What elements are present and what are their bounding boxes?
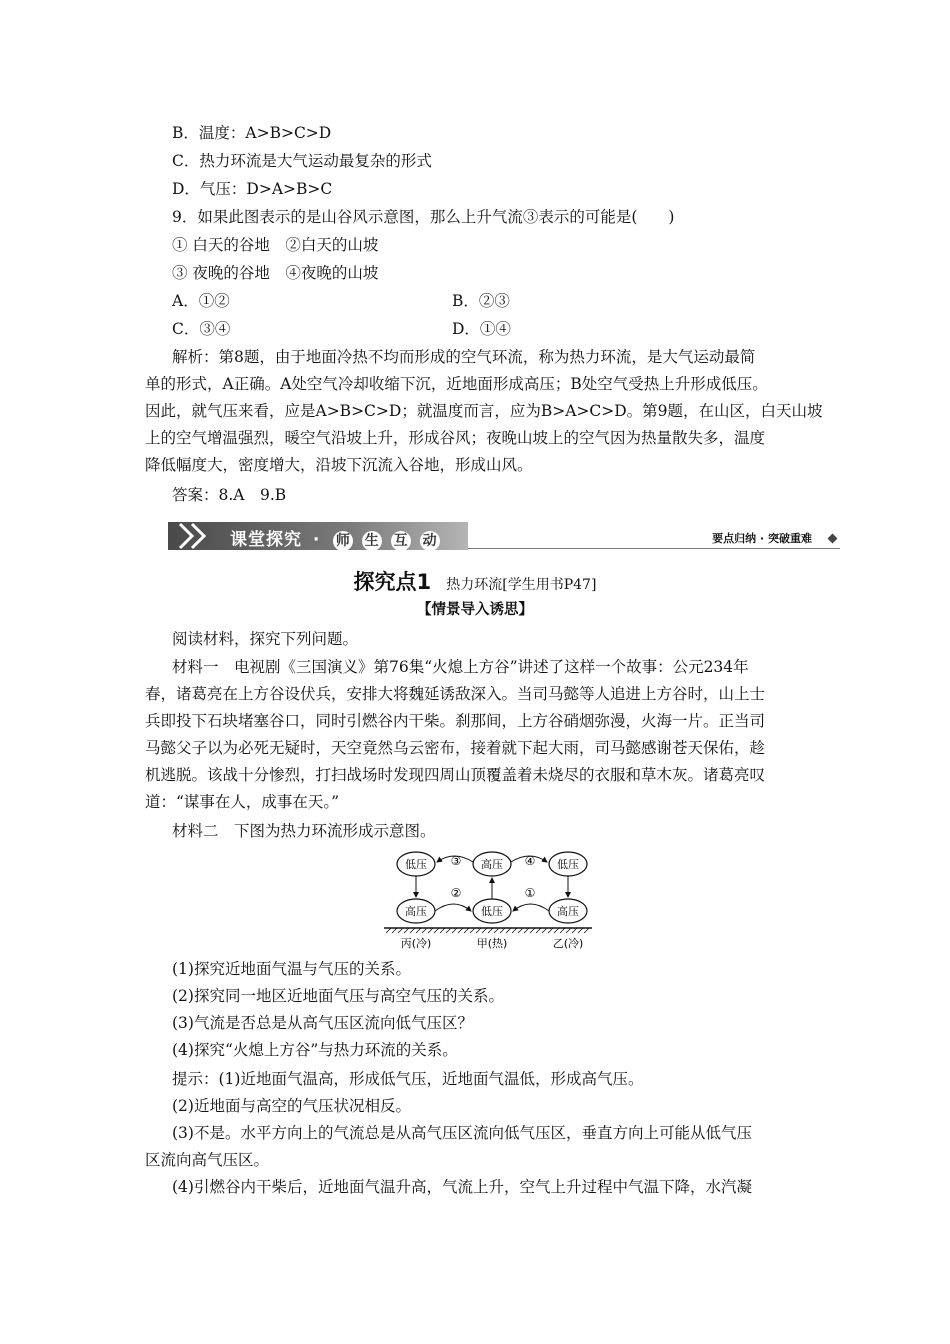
q9-stem: 9．如果此图表示的是山谷风示意图，那么上升气流③表示的可能是( ) xyxy=(172,208,675,226)
q9-option-d: D．①④ xyxy=(452,320,511,338)
banner-char-pill: 互 xyxy=(391,531,411,551)
arrow-bottom-from-right xyxy=(513,904,549,911)
label-n1: ① xyxy=(524,886,536,900)
question-4: (4)探究“火熄上方谷”与热力环流的关系。 xyxy=(172,1041,458,1059)
banner-title: 课堂探究 · 师 生 互 动 xyxy=(230,525,440,551)
material1-line: 马懿父子以为必死无疑时，天空竟然乌云密布，接着就下起大雨，司马懿感谢苍天保佑，趁 xyxy=(145,739,766,757)
banner-chevron-icon xyxy=(172,522,222,550)
analysis-line: 解析：第8题，由于地面冷热不均而形成的空气环流，称为热力环流，是大气运动最简 xyxy=(172,348,756,366)
material1-line: 机逃脱。该战十分惨烈，打扫战场时发现四周山顶覆盖着未烧尽的衣服和草木灰。诸葛亮叹 xyxy=(145,766,766,784)
q9-option-b: B．②③ xyxy=(452,292,510,310)
material1-line: 春，诸葛亮在上方谷设伏兵，安排大将魏延诱敌深入。当司马懿等人追进上方谷时，山上士 xyxy=(145,685,766,703)
label-n2: ② xyxy=(450,886,462,900)
analysis-line: 单的形式，A正确。A处空气冷却收缩下沉，近地面形成高压；B处空气受热上升形成低压。 xyxy=(145,375,768,393)
ground-label-right: 乙(冷) xyxy=(552,937,584,950)
label-bottom-mid: 低压 xyxy=(481,905,503,918)
ground-label-mid: 甲(热) xyxy=(476,937,508,950)
q9-choices-line1: ① 白天的谷地 ②白天的山坡 xyxy=(172,236,379,254)
question-1: (1)探究近地面气温与气压的关系。 xyxy=(172,960,411,978)
section-heading xyxy=(0,566,950,596)
section-banner xyxy=(168,522,848,552)
q8-option-b: B．温度：A>B>C>D xyxy=(172,124,332,142)
question-3: (3)气流是否总是从高气压区流向低气压区？ xyxy=(172,1014,473,1032)
hint-2: (2)近地面与高空的气压状况相反。 xyxy=(172,1097,411,1115)
q8-option-d: D．气压：D>A>B>C xyxy=(172,180,333,198)
hint-1: 提示：(1)近地面气温高，形成低气压，近地面气温低，形成高气压。 xyxy=(172,1070,644,1088)
material-intro: 阅读材料，探究下列问题。 xyxy=(172,630,359,648)
question-2: (2)探究同一地区近地面气压与高空气压的关系。 xyxy=(172,987,504,1005)
section-subheading: 【情景导入诱思】 xyxy=(417,601,533,618)
banner-rule xyxy=(468,548,840,549)
banner-char-pill: 生 xyxy=(362,531,382,551)
q9-choices-line2: ③ 夜晚的谷地 ④夜晚的山坡 xyxy=(172,264,379,282)
banner-char-pill: 动 xyxy=(420,531,440,551)
q8-option-c: C．热力环流是大气运动最复杂的形式 xyxy=(172,152,432,170)
label-n4: ④ xyxy=(524,854,536,868)
answer-line: 答案：8.A 9.B xyxy=(172,486,287,504)
analysis-line: 因此，就气压来看，应是A>B>C>D；就温度而言，应为B>A>C>D。第9题，在山区，白天山坡 xyxy=(145,402,823,420)
hint-3-cont: 区流向高气压区。 xyxy=(145,1151,270,1169)
material1-line: 道：“谋事在人，成事在天。” xyxy=(145,793,340,811)
banner-char-pill: 师 xyxy=(333,531,353,551)
hint-4: (4)引燃谷内干柴后，近地面气温升高，气流上升，空气上升过程中气温下降，水汽凝 xyxy=(172,1178,752,1196)
label-bottom-right: 高压 xyxy=(557,905,579,918)
label-top-mid: 高压 xyxy=(481,858,503,871)
section-subtitle: 热力环流[学生用书P47] xyxy=(446,577,597,593)
material1-line: 材料一 电视剧《三国演义》第76集“火熄上方谷”讲述了这样一个故事：公元234年 xyxy=(172,658,749,676)
label-top-left: 低压 xyxy=(405,858,427,871)
analysis-line: 上的空气增温强烈，暖空气沿坡上升，形成谷风；夜晚山坡上的空气因为热量散失多，温度 xyxy=(145,429,766,447)
section-title: 探究点1 xyxy=(353,570,432,594)
label-top-right: 低压 xyxy=(557,858,579,871)
thermal-circulation-diagram xyxy=(370,848,600,952)
q9-option-a: A．①② xyxy=(172,292,230,310)
material2-line: 材料二 下图为热力环流形成示意图。 xyxy=(172,822,436,840)
diamond-icon xyxy=(828,534,838,544)
hint-3: (3)不是。水平方向上的气流总是从高气压区流向低气压区，垂直方向上可能从低气压 xyxy=(172,1124,752,1142)
q9-option-c: C．③④ xyxy=(172,320,231,338)
label-bottom-left: 高压 xyxy=(405,905,427,918)
banner-right-text: 要点归纳 · 突破重难 xyxy=(712,532,812,545)
arrow-bottom-from-left xyxy=(435,904,471,911)
ground-label-left: 丙(冷) xyxy=(400,937,432,950)
label-n3: ③ xyxy=(450,854,462,868)
analysis-line: 降低幅度大，密度增大，沿坡下沉流入谷地，形成山风。 xyxy=(145,456,533,474)
material1-line: 兵即投下石块堵塞谷口，同时引燃谷内干柴。刹那间，上方谷硝烟弥漫，火海一片。正当司 xyxy=(145,712,766,730)
